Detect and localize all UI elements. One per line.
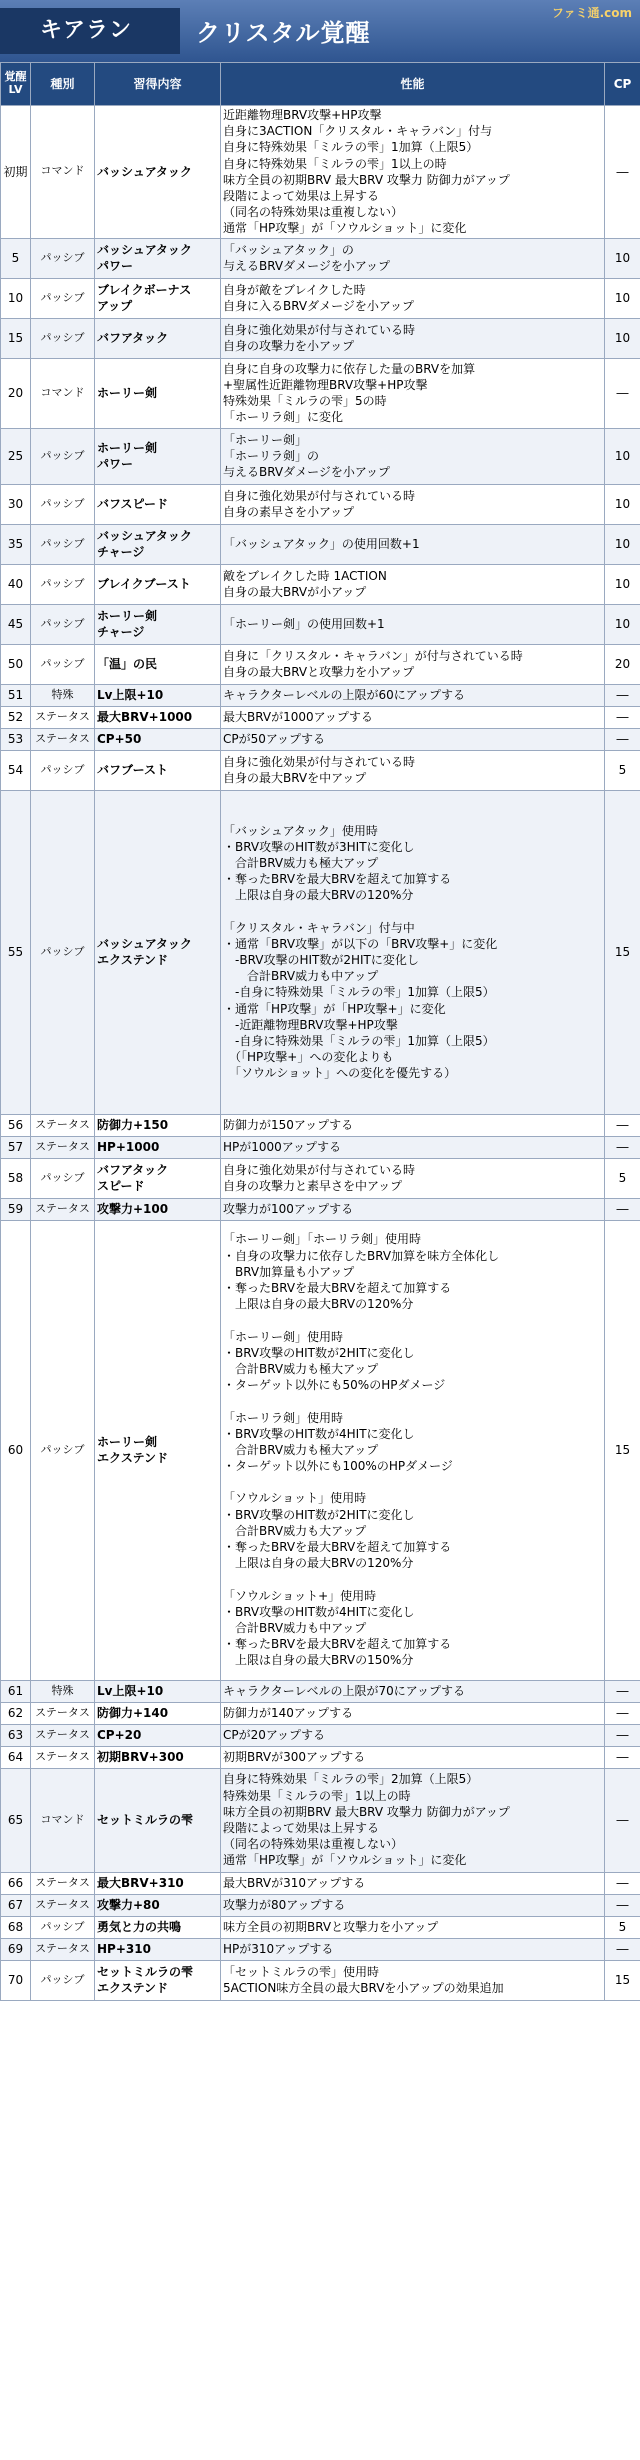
cell-lv: 56 bbox=[1, 1114, 31, 1136]
cell-name: HP+310 bbox=[95, 1938, 221, 1960]
skill-table bbox=[0, 62, 640, 2001]
cell-effect: 「バッシュアタック」使用時 ・BRV攻撃のHIT数が3HITに変化し 合計BRV威力も極大アップ ・奪ったBRVを最大BRVを超えて加算する 上限は自身の最大BRVの120%分 「クリスタル・キャラバン」付与中 ・通常「BRV攻撃」が以下の「BRV攻撃+」に変化 -BRV攻撃のHIT数が2HITに変化し 合計BRV威力も中アップ -自身に特殊効果「ミルラの雫」1加算（上限5） ・通常「HP攻撃」が「HP攻撃+」に変化 -近距離物理BRV攻撃+HP攻撃 -自身に特殊効果「ミルラの雫」1加算（上限5） （「HP攻撃+」への変化よりも 「ソウルショット」への変化を優先する） bbox=[221, 790, 605, 1114]
cell-name: 初期BRV+300 bbox=[95, 1746, 221, 1768]
cell-lv: 45 bbox=[1, 604, 31, 644]
cell-lv: 65 bbox=[1, 1768, 31, 1872]
cell-lv: 15 bbox=[1, 318, 31, 358]
cell-name: バフブースト bbox=[95, 750, 221, 790]
cell-lv: 63 bbox=[1, 1724, 31, 1746]
cell-lv: 59 bbox=[1, 1198, 31, 1220]
cell-cp: 10 bbox=[605, 428, 640, 484]
cell-type: パッシブ bbox=[31, 644, 95, 684]
cell-effect: HPが310アップする bbox=[221, 1938, 605, 1960]
cell-lv: 60 bbox=[1, 1220, 31, 1680]
cell-effect: 防御力が140アップする bbox=[221, 1702, 605, 1724]
cell-name: バフアタック スピード bbox=[95, 1158, 221, 1198]
cell-lv: 58 bbox=[1, 1158, 31, 1198]
table-row bbox=[1, 1916, 640, 1938]
cell-name: 最大BRV+1000 bbox=[95, 706, 221, 728]
cell-type: ステータス bbox=[31, 706, 95, 728]
cell-name: CP+50 bbox=[95, 728, 221, 750]
cell-cp: 5 bbox=[605, 1916, 640, 1938]
table-row bbox=[1, 1746, 640, 1768]
cell-cp: ― bbox=[605, 706, 640, 728]
table-header-row bbox=[1, 63, 640, 106]
cell-cp: 20 bbox=[605, 644, 640, 684]
table-row bbox=[1, 564, 640, 604]
title-bar bbox=[0, 0, 640, 62]
cell-name: 防御力+140 bbox=[95, 1702, 221, 1724]
table-row bbox=[1, 644, 640, 684]
table-row bbox=[1, 1220, 640, 1680]
table-row bbox=[1, 1136, 640, 1158]
cell-effect: HPが1000アップする bbox=[221, 1136, 605, 1158]
cell-cp: ― bbox=[605, 106, 640, 239]
cell-name: バッシュアタック パワー bbox=[95, 238, 221, 278]
table-row bbox=[1, 106, 640, 239]
cell-cp: ― bbox=[605, 1768, 640, 1872]
col-header-lv: 覚醒 LV bbox=[1, 63, 31, 106]
cell-lv: 51 bbox=[1, 684, 31, 706]
cell-type: 特殊 bbox=[31, 1680, 95, 1702]
cell-type: ステータス bbox=[31, 1724, 95, 1746]
cell-effect: 「セットミルラの雫」使用時 5ACTION味方全員の最大BRVを小アップの効果追加 bbox=[221, 1960, 605, 2000]
table-row bbox=[1, 728, 640, 750]
cell-effect: 「バッシュアタック」の 与えるBRVダメージを小アップ bbox=[221, 238, 605, 278]
cell-lv: 62 bbox=[1, 1702, 31, 1724]
cell-name: ホーリー剣 bbox=[95, 358, 221, 428]
cell-cp: ― bbox=[605, 358, 640, 428]
table-body bbox=[1, 106, 640, 2001]
col-header-name: 習得内容 bbox=[95, 63, 221, 106]
cell-type: パッシブ bbox=[31, 428, 95, 484]
cell-effect: 「ホーリー剣」「ホーリラ剣」使用時 ・自身の攻撃力に依存したBRV加算を味方全体化し BRV加算量も小アップ ・奪ったBRVを最大BRVを超えて加算する 上限は自身の最大BRVの120%分 「ホーリー剣」使用時 ・BRV攻撃のHIT数が2HITに変化し 合計BRV威力も極大アップ ・ターゲット以外にも50%のHPダメージ 「ホーリラ剣」使用時 ・BRV攻撃のHIT数が4HITに変化し 合計BRV威力も極大アップ ・ターゲット以外にも100%のHPダメージ 「ソウルショット」使用時 ・BRV攻撃のHIT数が2HITに変化し 合計BRV威力も大アップ ・奪ったBRVを最大BRVを超えて加算する 上限は自身の最大BRVの120%分 「ソウルショット+」使用時 ・BRV攻撃のHIT数が4HITに変化し 合計BRV威力も中アップ ・奪ったBRVを最大BRVを超えて加算する 上限は自身の最大BRVの150%分 bbox=[221, 1220, 605, 1680]
cell-type: ステータス bbox=[31, 1894, 95, 1916]
cell-type: パッシブ bbox=[31, 790, 95, 1114]
cell-type: パッシブ bbox=[31, 1916, 95, 1938]
cell-lv: 53 bbox=[1, 728, 31, 750]
cell-type: ステータス bbox=[31, 1872, 95, 1894]
cell-effect: キャラクターレベルの上限が60にアップする bbox=[221, 684, 605, 706]
cell-effect: 近距離物理BRV攻撃+HP攻撃 自身に3ACTION「クリスタル・キャラバン」付与 自身に特殊効果「ミルラの雫」1加算（上限5） 自身に特殊効果「ミルラの雫」1以上の時 味方全員の初期BRV 最大BRV 攻撃力 防御力がアップ 段階によって効果は上昇する （同名の特殊効果は重複しない） 通常「HP攻撃」が「ソウルショット」に変化 bbox=[221, 106, 605, 239]
cell-name: HP+1000 bbox=[95, 1136, 221, 1158]
cell-lv: 52 bbox=[1, 706, 31, 728]
cell-effect: 味方全員の初期BRVと攻撃力を小アップ bbox=[221, 1916, 605, 1938]
cell-lv: 10 bbox=[1, 278, 31, 318]
cell-lv: 69 bbox=[1, 1938, 31, 1960]
cell-cp: ― bbox=[605, 1872, 640, 1894]
cell-effect: CPが20アップする bbox=[221, 1724, 605, 1746]
cell-type: パッシブ bbox=[31, 524, 95, 564]
cell-name: セットミルラの雫 bbox=[95, 1768, 221, 1872]
cell-cp: 15 bbox=[605, 1960, 640, 2000]
cell-lv: 25 bbox=[1, 428, 31, 484]
table-row bbox=[1, 318, 640, 358]
cell-cp: 10 bbox=[605, 278, 640, 318]
cell-name: 「温」の民 bbox=[95, 644, 221, 684]
table-row bbox=[1, 524, 640, 564]
cell-type: パッシブ bbox=[31, 278, 95, 318]
cell-name: ホーリー剣 エクステンド bbox=[95, 1220, 221, 1680]
cell-type: パッシブ bbox=[31, 318, 95, 358]
cell-name: ホーリー剣 パワー bbox=[95, 428, 221, 484]
cell-cp: ― bbox=[605, 1198, 640, 1220]
cell-name: バッシュアタック bbox=[95, 106, 221, 239]
cell-effect: 敵をブレイクした時 1ACTION 自身の最大BRVが小アップ bbox=[221, 564, 605, 604]
col-header-effect: 性能 bbox=[221, 63, 605, 106]
table-row bbox=[1, 790, 640, 1114]
cell-effect: 自身に強化効果が付与されている時 自身の攻撃力を小アップ bbox=[221, 318, 605, 358]
table-row bbox=[1, 1938, 640, 1960]
cell-lv: 50 bbox=[1, 644, 31, 684]
table-row bbox=[1, 1768, 640, 1872]
cell-effect: 「ホーリー剣」の使用回数+1 bbox=[221, 604, 605, 644]
cell-effect: 最大BRVが1000アップする bbox=[221, 706, 605, 728]
cell-effect: 初期BRVが300アップする bbox=[221, 1746, 605, 1768]
cell-cp: ― bbox=[605, 1680, 640, 1702]
table-row bbox=[1, 428, 640, 484]
cell-lv: 66 bbox=[1, 1872, 31, 1894]
cell-lv: 初期 bbox=[1, 106, 31, 239]
cell-name: バフスピード bbox=[95, 484, 221, 524]
cell-type: コマンド bbox=[31, 358, 95, 428]
cell-name: バッシュアタック チャージ bbox=[95, 524, 221, 564]
cell-effect: 自身に強化効果が付与されている時 自身の素早さを小アップ bbox=[221, 484, 605, 524]
table-row bbox=[1, 1872, 640, 1894]
cell-lv: 55 bbox=[1, 790, 31, 1114]
cell-effect: 攻撃力が80アップする bbox=[221, 1894, 605, 1916]
cell-type: コマンド bbox=[31, 106, 95, 239]
cell-cp: 10 bbox=[605, 318, 640, 358]
table-row bbox=[1, 684, 640, 706]
cell-type: パッシブ bbox=[31, 238, 95, 278]
cell-lv: 68 bbox=[1, 1916, 31, 1938]
cell-name: CP+20 bbox=[95, 1724, 221, 1746]
table-row bbox=[1, 1702, 640, 1724]
cell-type: ステータス bbox=[31, 1938, 95, 1960]
cell-lv: 70 bbox=[1, 1960, 31, 2000]
table-row bbox=[1, 238, 640, 278]
cell-effect: 自身が敵をブレイクした時 自身に入るBRVダメージを小アップ bbox=[221, 278, 605, 318]
cell-cp: ― bbox=[605, 1724, 640, 1746]
cell-cp: ― bbox=[605, 1114, 640, 1136]
cell-cp: 15 bbox=[605, 790, 640, 1114]
col-header-cp: CP bbox=[605, 63, 640, 106]
cell-lv: 57 bbox=[1, 1136, 31, 1158]
cell-lv: 54 bbox=[1, 750, 31, 790]
cell-type: パッシブ bbox=[31, 750, 95, 790]
cell-name: ホーリー剣 チャージ bbox=[95, 604, 221, 644]
cell-lv: 61 bbox=[1, 1680, 31, 1702]
cell-effect: 攻撃力が100アップする bbox=[221, 1198, 605, 1220]
cell-cp: 10 bbox=[605, 604, 640, 644]
cell-lv: 30 bbox=[1, 484, 31, 524]
cell-type: コマンド bbox=[31, 1768, 95, 1872]
cell-type: ステータス bbox=[31, 1746, 95, 1768]
col-header-type: 種別 bbox=[31, 63, 95, 106]
cell-name: 防御力+150 bbox=[95, 1114, 221, 1136]
cell-effect: 自身に特殊効果「ミルラの雫」2加算（上限5） 特殊効果「ミルラの雫」1以上の時 味方全員の初期BRV 最大BRV 攻撃力 防御力がアップ 段階によって効果は上昇する （同名の特殊効果は重複しない） 通常「HP攻撃」が「ソウルショット」に変化 bbox=[221, 1768, 605, 1872]
cell-name: バフアタック bbox=[95, 318, 221, 358]
cell-effect: 自身に強化効果が付与されている時 自身の最大BRVを中アップ bbox=[221, 750, 605, 790]
cell-type: パッシブ bbox=[31, 1960, 95, 2000]
cell-effect: 最大BRVが310アップする bbox=[221, 1872, 605, 1894]
cell-effect: 「ホーリー剣」 「ホーリラ剣」の 与えるBRVダメージを小アップ bbox=[221, 428, 605, 484]
cell-cp: 5 bbox=[605, 750, 640, 790]
table-row bbox=[1, 1724, 640, 1746]
cell-effect: キャラクターレベルの上限が70にアップする bbox=[221, 1680, 605, 1702]
cell-name: 最大BRV+310 bbox=[95, 1872, 221, 1894]
table-row bbox=[1, 706, 640, 728]
cell-cp: ― bbox=[605, 1746, 640, 1768]
character-name: キアラン bbox=[40, 18, 133, 43]
cell-name: 攻撃力+80 bbox=[95, 1894, 221, 1916]
cell-type: ステータス bbox=[31, 1114, 95, 1136]
table-row bbox=[1, 1198, 640, 1220]
cell-effect: 自身に「クリスタル・キャラバン」が付与されている時 自身の最大BRVと攻撃力を小アップ bbox=[221, 644, 605, 684]
cell-effect: 「バッシュアタック」の使用回数+1 bbox=[221, 524, 605, 564]
cell-cp: 10 bbox=[605, 564, 640, 604]
cell-name: Lv上限+10 bbox=[95, 1680, 221, 1702]
cell-effect: 自身に強化効果が付与されている時 自身の攻撃力と素早さを中アップ bbox=[221, 1158, 605, 1198]
cell-name: 勇気と力の共鳴 bbox=[95, 1916, 221, 1938]
cell-cp: ― bbox=[605, 1702, 640, 1724]
cell-cp: ― bbox=[605, 1894, 640, 1916]
cell-lv: 20 bbox=[1, 358, 31, 428]
cell-type: パッシブ bbox=[31, 1220, 95, 1680]
cell-name: 攻撃力+100 bbox=[95, 1198, 221, 1220]
cell-lv: 5 bbox=[1, 238, 31, 278]
table-row bbox=[1, 278, 640, 318]
cell-lv: 35 bbox=[1, 524, 31, 564]
cell-cp: ― bbox=[605, 728, 640, 750]
cell-type: ステータス bbox=[31, 1136, 95, 1158]
cell-name: ブレイクブースト bbox=[95, 564, 221, 604]
cell-type: ステータス bbox=[31, 1198, 95, 1220]
cell-lv: 67 bbox=[1, 1894, 31, 1916]
cell-name: セットミルラの雫 エクステンド bbox=[95, 1960, 221, 2000]
table-row bbox=[1, 358, 640, 428]
cell-cp: 5 bbox=[605, 1158, 640, 1198]
cell-lv: 64 bbox=[1, 1746, 31, 1768]
table-row bbox=[1, 1158, 640, 1198]
cell-lv: 40 bbox=[1, 564, 31, 604]
table-row bbox=[1, 1960, 640, 2000]
cell-name: ブレイクボーナス アップ bbox=[95, 278, 221, 318]
table-row bbox=[1, 604, 640, 644]
cell-effect: 自身に自身の攻撃力に依存した量のBRVを加算 +聖属性近距離物理BRV攻撃+HP攻撃 特殊効果「ミルラの雫」5の時 「ホーリラ剣」に変化 bbox=[221, 358, 605, 428]
cell-type: ステータス bbox=[31, 728, 95, 750]
cell-name: Lv上限+10 bbox=[95, 684, 221, 706]
cell-cp: ― bbox=[605, 1938, 640, 1960]
cell-cp: 15 bbox=[605, 1220, 640, 1680]
table-row bbox=[1, 750, 640, 790]
table-row bbox=[1, 1680, 640, 1702]
cell-effect: CPが50アップする bbox=[221, 728, 605, 750]
cell-cp: 10 bbox=[605, 524, 640, 564]
cell-type: ステータス bbox=[31, 1702, 95, 1724]
cell-type: パッシブ bbox=[31, 1158, 95, 1198]
character-name-tab bbox=[0, 8, 180, 54]
cell-cp: 10 bbox=[605, 238, 640, 278]
cell-type: 特殊 bbox=[31, 684, 95, 706]
cell-type: パッシブ bbox=[31, 484, 95, 524]
page-title: クリスタル覚醒 bbox=[196, 19, 371, 47]
table-row bbox=[1, 1894, 640, 1916]
cell-cp: 10 bbox=[605, 484, 640, 524]
site-logo: ファミ通.com bbox=[551, 6, 632, 20]
cell-cp: ― bbox=[605, 684, 640, 706]
cell-type: パッシブ bbox=[31, 604, 95, 644]
cell-cp: ― bbox=[605, 1136, 640, 1158]
table-row bbox=[1, 1114, 640, 1136]
table-row bbox=[1, 484, 640, 524]
cell-type: パッシブ bbox=[31, 564, 95, 604]
cell-effect: 防御力が150アップする bbox=[221, 1114, 605, 1136]
cell-name: バッシュアタック エクステンド bbox=[95, 790, 221, 1114]
